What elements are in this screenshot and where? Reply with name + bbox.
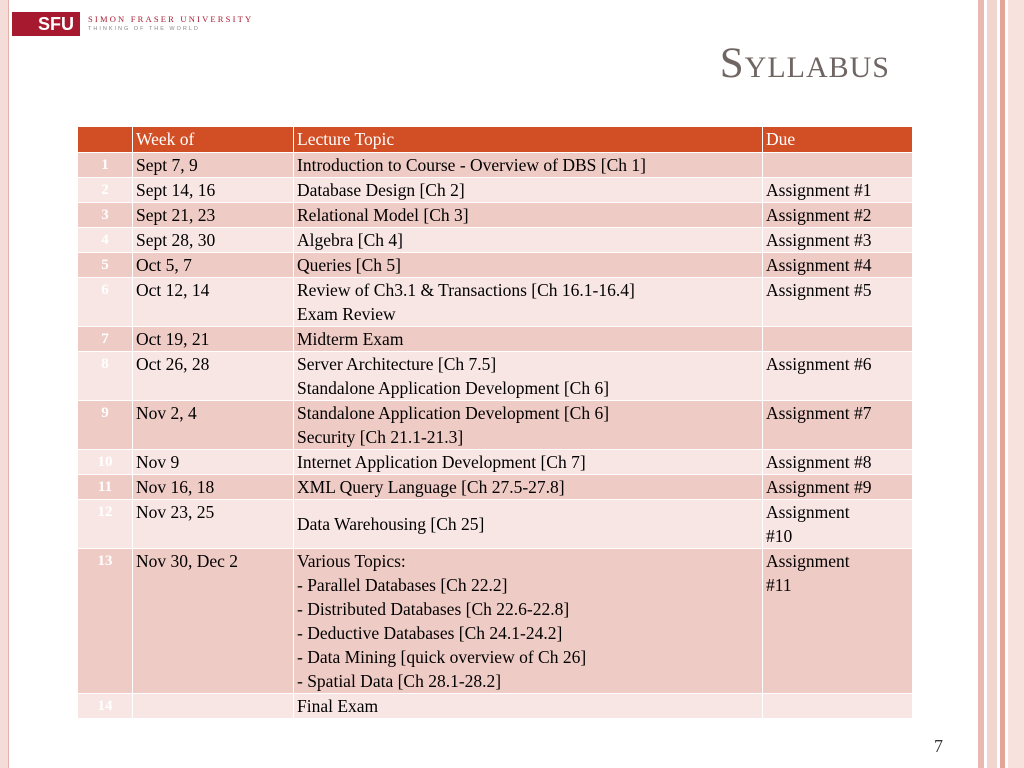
week-dates: Sept 7, 9 [133, 153, 294, 178]
week-number: 9 [78, 401, 133, 450]
week-number: 4 [78, 228, 133, 253]
table-row [78, 549, 913, 694]
week-number: 2 [78, 178, 133, 203]
due-assignment: Assignment #6 [763, 352, 913, 401]
topic-line: Internet Application Development [Ch 7] [297, 452, 586, 472]
topic-line: Queries [Ch 5] [297, 255, 402, 275]
lecture-topic [294, 278, 763, 327]
topic-line: Review of Ch3.1 & Transactions [Ch 16.1-16.4] [297, 280, 635, 300]
table-row [78, 278, 913, 327]
table-row [78, 253, 913, 278]
header-number [78, 127, 133, 153]
week-dates [133, 694, 294, 719]
topic-line: - Parallel Databases [Ch 22.2] [297, 575, 508, 595]
week-dates: Nov 2, 4 [133, 401, 294, 450]
lecture-topic [294, 475, 763, 500]
week-number: 5 [78, 253, 133, 278]
topic-line: - Deductive Databases [Ch 24.1-24.2] [297, 623, 563, 643]
topic-line: Standalone Application Development [Ch 6] [297, 403, 610, 423]
due-assignment: Assignment #4 [763, 253, 913, 278]
topic-line: Midterm Exam [297, 329, 404, 349]
topic-line: - Spatial Data [Ch 28.1-28.2] [297, 671, 502, 691]
due-assignment [763, 153, 913, 178]
week-dates: Sept 28, 30 [133, 228, 294, 253]
topic-line: Final Exam [297, 696, 379, 716]
week-dates: Nov 9 [133, 450, 294, 475]
table-row [78, 327, 913, 352]
due-assignment: Assignment #1 [763, 178, 913, 203]
lecture-topic [294, 401, 763, 450]
week-number: 14 [78, 694, 133, 719]
topic-line: Algebra [Ch 4] [297, 230, 403, 250]
syllabus-table [77, 126, 913, 719]
lecture-topic [294, 228, 763, 253]
university-name: SIMON FRASER UNIVERSITY [88, 14, 254, 24]
topic-line: Various Topics: [297, 551, 406, 571]
lecture-topic [294, 450, 763, 475]
lecture-topic [294, 153, 763, 178]
left-decorative-stripe [0, 0, 9, 768]
table-row [78, 228, 913, 253]
due-assignment: Assignment #8 [763, 450, 913, 475]
week-dates: Nov 23, 25 [133, 500, 294, 549]
topic-line: Exam Review [297, 304, 396, 324]
table-row [78, 153, 913, 178]
week-number: 11 [78, 475, 133, 500]
week-dates: Sept 14, 16 [133, 178, 294, 203]
topic-line: Database Design [Ch 2] [297, 180, 465, 200]
week-dates: Oct 26, 28 [133, 352, 294, 401]
lecture-topic [294, 694, 763, 719]
due-line: #11 [766, 575, 792, 595]
due-line: #10 [766, 526, 793, 546]
lecture-topic [294, 352, 763, 401]
due-assignment: Assignment #5 [763, 278, 913, 327]
table-row [78, 450, 913, 475]
sfu-logo-mark: SFU [12, 12, 80, 36]
topic-line: Introduction to Course - Overview of DBS [Ch 1] [297, 155, 646, 175]
due-line: Assignment [766, 502, 850, 522]
due-assignment [763, 327, 913, 352]
week-number: 1 [78, 153, 133, 178]
topic-line: Standalone Application Development [Ch 6] [297, 378, 610, 398]
week-dates: Nov 30, Dec 2 [133, 549, 294, 694]
week-dates: Oct 12, 14 [133, 278, 294, 327]
week-number: 6 [78, 278, 133, 327]
table-row [78, 203, 913, 228]
week-dates: Nov 16, 18 [133, 475, 294, 500]
week-dates: Oct 5, 7 [133, 253, 294, 278]
right-decorative-stripes [978, 0, 1024, 768]
week-number: 8 [78, 352, 133, 401]
topic-line: XML Query Language [Ch 27.5-27.8] [297, 477, 565, 497]
header-lecture-topic: Lecture Topic [294, 127, 763, 153]
table-row [78, 475, 913, 500]
due-assignment: Assignment #7 [763, 401, 913, 450]
week-number: 10 [78, 450, 133, 475]
table-row [78, 500, 913, 549]
due-assignment [763, 500, 913, 549]
due-assignment: Assignment #9 [763, 475, 913, 500]
sfu-logo [12, 12, 253, 36]
table-row [78, 401, 913, 450]
table-row [78, 694, 913, 719]
week-number: 7 [78, 327, 133, 352]
due-assignment [763, 549, 913, 694]
header-due: Due [763, 127, 913, 153]
page-number: 7 [934, 736, 943, 756]
lecture-topic [294, 178, 763, 203]
lecture-topic [294, 253, 763, 278]
lecture-topic [294, 327, 763, 352]
topic-line: - Data Mining [quick overview of Ch 26] [297, 647, 587, 667]
university-tagline: THINKING OF THE WORLD [88, 26, 200, 32]
week-number: 12 [78, 500, 133, 549]
lecture-topic [294, 500, 763, 549]
topic-line: - Distributed Databases [Ch 22.6-22.8] [297, 599, 570, 619]
topic-line: Data Warehousing [Ch 25] [297, 514, 485, 534]
table-row [78, 352, 913, 401]
week-number: 3 [78, 203, 133, 228]
lecture-topic [294, 549, 763, 694]
due-assignment: Assignment #2 [763, 203, 913, 228]
week-dates: Sept 21, 23 [133, 203, 294, 228]
week-number: 13 [78, 549, 133, 694]
due-assignment [763, 694, 913, 719]
topic-line: Security [Ch 21.1-21.3] [297, 427, 464, 447]
due-assignment: Assignment #3 [763, 228, 913, 253]
week-dates: Oct 19, 21 [133, 327, 294, 352]
syllabus-table-body [78, 153, 913, 719]
slide-title: Syllabus [719, 40, 890, 87]
due-line: Assignment [766, 551, 850, 571]
lecture-topic [294, 203, 763, 228]
table-row [78, 178, 913, 203]
table-header-row [78, 127, 913, 153]
topic-line: Relational Model [Ch 3] [297, 205, 469, 225]
topic-line: Server Architecture [Ch 7.5] [297, 354, 497, 374]
header-week-of: Week of [133, 127, 294, 153]
